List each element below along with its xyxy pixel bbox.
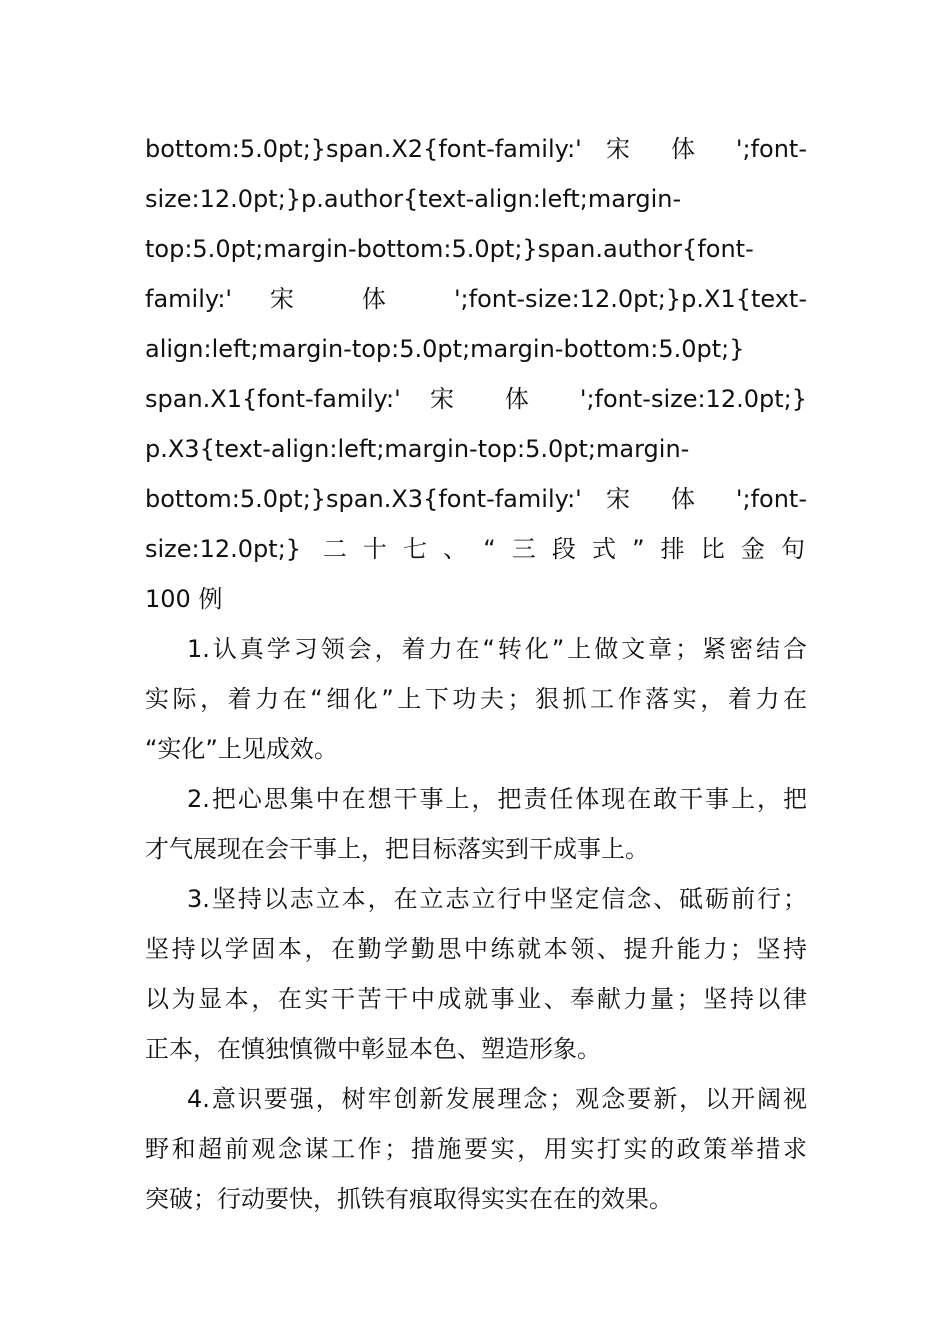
item-line: 1.认真学习领会，着力在“转化”上做文章；紧密结合 <box>187 635 807 663</box>
item-line: 2.把心思集中在想干事上，把责任体现在敢干事上，把 <box>187 785 807 813</box>
document-page <box>145 124 807 1224</box>
css-fragment-line: span.X1{font-family:' 宋 体 ';font-size:12.0pt;} <box>145 385 807 413</box>
css-fragment-line: bottom:5.0pt;}span.X2{font-family:' 宋 体 ';font- <box>145 135 807 163</box>
item-line: 突破；行动要快，抓铁有痕取得实实在在的效果。 <box>145 1185 673 1213</box>
css-fragment-line: align:left;margin-top:5.0pt;margin-bottom:5.0pt;} <box>145 335 745 363</box>
item-line: 以为显本，在实干苦干中成就事业、奉献力量；坚持以律 <box>145 985 807 1013</box>
section-title: 二十七、“三段式”排比金句 <box>322 535 807 563</box>
css-fragment-line: size:12.0pt;}p.author{text-align:left;margin- <box>145 185 682 213</box>
section-title-continued: 100 例 <box>145 585 223 613</box>
item-line: 3.坚持以志立本，在立志立行中坚定信念、砥砺前行； <box>187 885 807 913</box>
item-line: 4.意识要强，树牢创新发展理念；观念要新，以开阔视 <box>187 1085 807 1113</box>
css-fragment-line: top:5.0pt;margin-bottom:5.0pt;}span.author{font- <box>145 235 754 263</box>
item-line: 正本，在慎独慎微中彰显本色、塑造形象。 <box>145 1035 601 1063</box>
css-fragment-line: family:' 宋 体 ';font-size:12.0pt;}p.X1{text- <box>145 285 807 313</box>
item-line: “实化”上见成效。 <box>145 735 338 763</box>
item-line: 坚持以学固本，在勤学勤思中练就本领、提升能力；坚持 <box>145 935 807 963</box>
title-line <box>145 524 807 574</box>
css-fragment-tail: size:12.0pt;} <box>145 535 302 563</box>
item-line: 才气展现在会干事上，把目标落实到干成事上。 <box>145 835 649 863</box>
css-fragment-line: p.X3{text-align:left;margin-top:5.0pt;margin- <box>145 435 690 463</box>
item-line: 野和超前观念谋工作；措施要实，用实打实的政策举措求 <box>145 1135 807 1163</box>
item-line: 实际，着力在“细化”上下功夫；狠抓工作落实，着力在 <box>145 685 807 713</box>
css-fragment-line: bottom:5.0pt;}span.X3{font-family:' 宋 体 ';font- <box>145 485 807 513</box>
